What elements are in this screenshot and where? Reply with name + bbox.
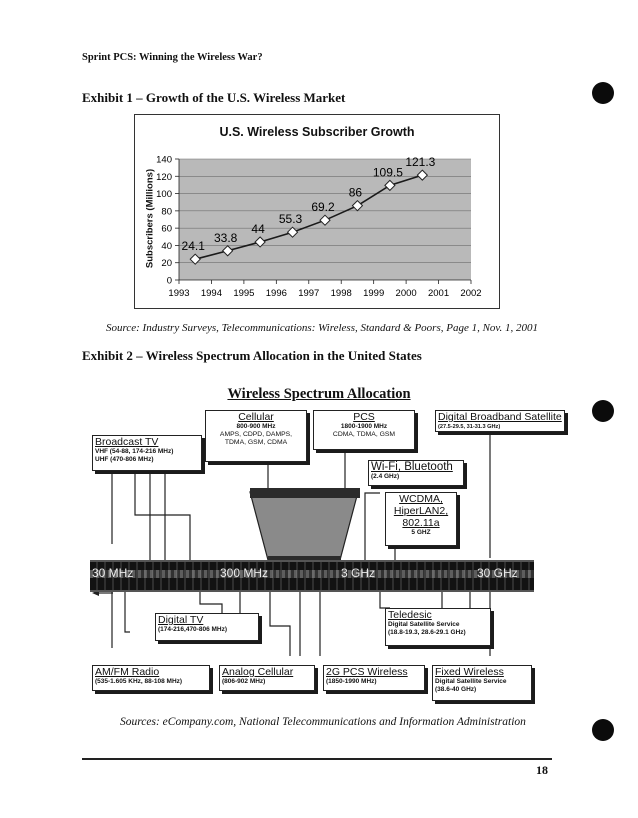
wcdma-line-3: 802.11a (402, 517, 440, 529)
chart-plot (135, 115, 499, 308)
chart-data-label: 24.1 (181, 239, 205, 254)
broadcast-vhf: VHF (54-88, 174-216 MHz) (95, 448, 174, 455)
exhibit2-source: Sources: eCompany.com, National Telecommunications and Information Administration (120, 716, 526, 728)
cellular-tech-2: TDMA, GSM, CDMA (224, 439, 288, 446)
chart-data-label: 86 (348, 185, 363, 200)
chart-data-label: 121.3 (405, 155, 436, 170)
chart-y-tick-label: 0 (166, 275, 172, 287)
band-label-30ghz: 30 GHz (477, 566, 518, 580)
wcdma-box (385, 492, 457, 546)
chart-data-label: 33.8 (213, 230, 238, 245)
am-fm-freq: (535-1.605 KHz, 88-108 MHz) (95, 678, 183, 685)
chart-data-label: 44 (251, 221, 265, 236)
chart-x-tick-label: 2001 (427, 288, 450, 299)
fixed-wireless-freq: (38.6-40 GHz) (435, 686, 477, 693)
dbs-title: Digital Broadband Satellite (438, 411, 562, 423)
broadcast-uhf: UHF (470-806 MHz) (95, 456, 154, 463)
punch-hole-bottom (592, 719, 614, 741)
page-number: 18 (536, 763, 548, 777)
pcs-title: PCS (353, 411, 375, 423)
analog-cellular-freq: (806-902 MHz) (222, 678, 266, 685)
chart-x-tick-label: 1999 (363, 288, 385, 299)
teledesic-box (385, 608, 491, 646)
broadcast-tv-title: Broadcast TV (95, 436, 159, 448)
wcdma-line-1: WCDMA, (399, 493, 443, 505)
chart-y-tick-label: 80 (161, 206, 172, 218)
fixed-wireless-title: Fixed Wireless (435, 666, 504, 678)
digital-broadband-satellite-box (435, 410, 565, 432)
chart-x-tick-label: 2002 (460, 288, 482, 299)
spectrum-diagram (0, 380, 638, 710)
chart-y-axis-label: Subscribers (Millions) (144, 168, 156, 269)
wifi-freq: (2.4 GHz) (371, 473, 400, 480)
wifi-bluetooth-box (368, 460, 464, 486)
cellular-tech-1: AMPS, CDPD, DAMPS, (219, 431, 293, 438)
chart-y-tick-label: 60 (161, 223, 172, 235)
am-fm-title: AM/FM Radio (95, 666, 160, 678)
exhibit2-title: Exhibit 2 – Wireless Spectrum Allocation in the United States (82, 348, 422, 363)
running-header: Sprint PCS: Winning the Wireless War? (82, 52, 263, 63)
exhibit1-source: Source: Industry Surveys, Telecommunications: Wireless, Standard & Poors, Page 1, Nov. 1, 2001 (106, 322, 539, 334)
dbs-freq: (27.5-29.5, 31-31.3 GHz) (438, 424, 501, 430)
subscriber-growth-chart (134, 114, 500, 309)
pcs-box (313, 410, 415, 450)
teledesic-service: Digital Satellite Service (388, 621, 460, 628)
footer-rule (82, 758, 552, 760)
band-label-30mhz: 30 MHz (92, 566, 134, 580)
chart-x-tick-label: 1995 (233, 288, 255, 299)
chart-y-tick-label: 120 (156, 171, 172, 183)
digital-tv-box (155, 613, 259, 641)
band-label-300mhz: 300 MHz (220, 566, 269, 580)
wcdma-freq: 5 GHZ (411, 529, 431, 536)
chart-y-tick-label: 20 (161, 258, 172, 270)
chart-data-label: 69.2 (311, 200, 335, 215)
chart-x-tick-label: 2000 (395, 288, 417, 299)
fixed-wireless-box (432, 665, 532, 701)
spectrum-title: Wireless Spectrum Allocation (227, 386, 411, 402)
chart-y-tick-label: 140 (156, 154, 172, 166)
2g-pcs-title: 2G PCS Wireless (326, 666, 408, 678)
chart-x-tick-label: 1996 (265, 288, 287, 299)
chart-x-tick-label: 1997 (298, 288, 320, 299)
chart-data-label: 55.3 (278, 212, 303, 227)
chart-x-tick-label: 1994 (200, 288, 223, 299)
2g-pcs-wireless-box (323, 665, 425, 691)
cellular-box (205, 410, 307, 462)
wcdma-line-2: HiperLAN2, (393, 505, 449, 517)
pcs-tech: CDMA, TDMA, GSM (332, 431, 396, 438)
funnel-top-band (250, 488, 360, 498)
digital-tv-freq: (174-216,470-806 MHz) (158, 626, 228, 633)
fixed-wireless-service: Digital Satellite Service (435, 678, 507, 685)
band-label-3ghz: 3 GHz (341, 566, 376, 580)
spectrum-band-stripe (90, 570, 534, 578)
exhibit1-title: Exhibit 1 – Growth of the U.S. Wireless Market (82, 90, 346, 105)
teledesic-title: Teledesic (388, 609, 432, 621)
chart-y-tick-label: 40 (161, 240, 172, 252)
chart-data-label: 109.5 (372, 165, 403, 180)
pcs-freq: 1800-1900 MHz (340, 423, 388, 430)
am-fm-radio-box (92, 665, 210, 691)
cellular-freq: 800-900 MHz (236, 423, 276, 430)
chart-title: U.S. Wireless Subscriber Growth (219, 125, 415, 139)
2g-pcs-freq: (1850-1990 MHz) (326, 678, 377, 685)
teledesic-freq: (18.8-19.3, 28.6-29.1 GHz) (388, 629, 466, 636)
analog-cellular-title: Analog Cellular (222, 666, 294, 678)
chart-x-tick-label: 1998 (330, 288, 352, 299)
broadcast-tv-box (92, 435, 202, 471)
chart-x-tick-label: 1993 (168, 288, 190, 299)
chart-y-tick-label: 100 (156, 189, 172, 201)
analog-cellular-box (219, 665, 315, 691)
punch-hole-top (592, 82, 614, 104)
wifi-title: Wi-Fi, Bluetooth (371, 461, 453, 473)
cellular-title: Cellular (238, 411, 274, 423)
funnel-shape (250, 492, 358, 560)
digital-tv-title: Digital TV (158, 614, 204, 626)
